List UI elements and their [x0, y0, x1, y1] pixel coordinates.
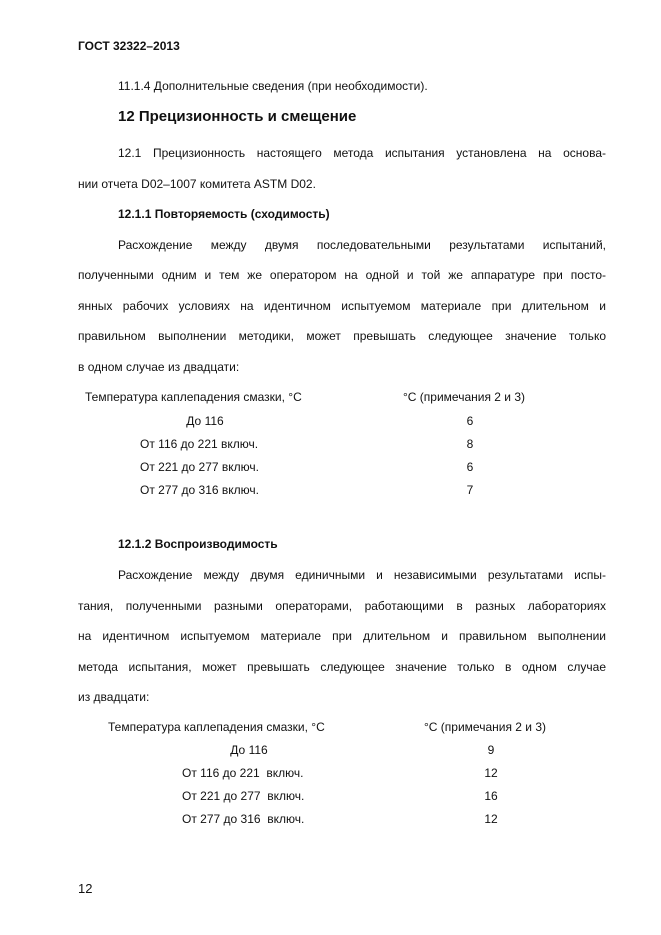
paragraph-line: метода испытания, может превышать следующее значение только в одном случае [78, 660, 606, 674]
paragraph-line: из двадцати: [78, 690, 150, 704]
paragraph-line: Расхождение между двумя единичными и независимыми результатами испы- [118, 568, 606, 582]
table-cell-range: От 277 до 316 включ. [140, 483, 259, 497]
table-cell-value: 12 [484, 766, 498, 780]
paragraph-line: на идентичном испытуемом материале при длительном и правильном выполнении [78, 629, 606, 643]
table-cell-range: От 221 до 277 включ. [140, 460, 259, 474]
page-number: 12 [78, 881, 93, 896]
section-12-1-2-title: 12.1.2 Воспроизводимость [118, 537, 278, 551]
table-cell-value: 6 [466, 460, 474, 474]
paragraph-line: полученными одним и тем же оператором на одной и той же аппаратуре при посто- [78, 268, 606, 282]
section-12-1-1-title: 12.1.1 Повторяемость (сходимость) [118, 207, 330, 221]
section-11-1-4-text: 11.1.4 Дополнительные сведения (при необходимости). [118, 79, 428, 93]
paragraph-line: тания, полученными разными операторами, работающими в разных лабораториях [78, 599, 606, 613]
table-cell-value: 9 [487, 743, 495, 757]
table-cell-value: 16 [484, 789, 498, 803]
table-header-temperature: Температура каплепадения смазки, °С [108, 720, 325, 734]
table-header-value: °С (примечания 2 и 3) [424, 720, 546, 734]
table-cell-value: 7 [466, 483, 474, 497]
table-cell-range: От 116 до 221 включ. [140, 437, 259, 451]
paragraph-line: янных рабочих условиях на идентичном испытуемом материале при длительном и [78, 299, 606, 313]
table-cell-range: От 116 до 221 включ. [182, 766, 304, 780]
section-12-1-line-2: нии отчета D02–1007 комитета ASTM D02. [78, 177, 316, 191]
document-code: ГОСТ 32322–2013 [78, 39, 180, 53]
table-cell-range: От 277 до 316 включ. [182, 812, 305, 826]
table-cell-range: От 221 до 277 включ. [182, 789, 305, 803]
table-header-value: °С (примечания 2 и 3) [403, 390, 525, 404]
paragraph-line: в одном случае из двадцати: [78, 360, 240, 374]
table-cell-range: До 116 [186, 414, 224, 428]
section-12-title: 12 Прецизионность и смещение [118, 108, 357, 125]
paragraph-line: Расхождение между двумя последовательными результатами испытаний, [118, 238, 606, 252]
table-header-temperature: Температура каплепадения смазки, °С [85, 390, 302, 404]
section-12-1-line-1: 12.1 Прецизионность настоящего метода испытания установлена на основа- [118, 146, 606, 160]
table-cell-value: 8 [466, 437, 474, 451]
table-cell-value: 6 [466, 414, 474, 428]
table-cell-range: До 116 [230, 743, 268, 757]
table-cell-value: 12 [484, 812, 498, 826]
paragraph-line: правильном выполнении методики, может превышать следующее значение только [78, 329, 606, 343]
